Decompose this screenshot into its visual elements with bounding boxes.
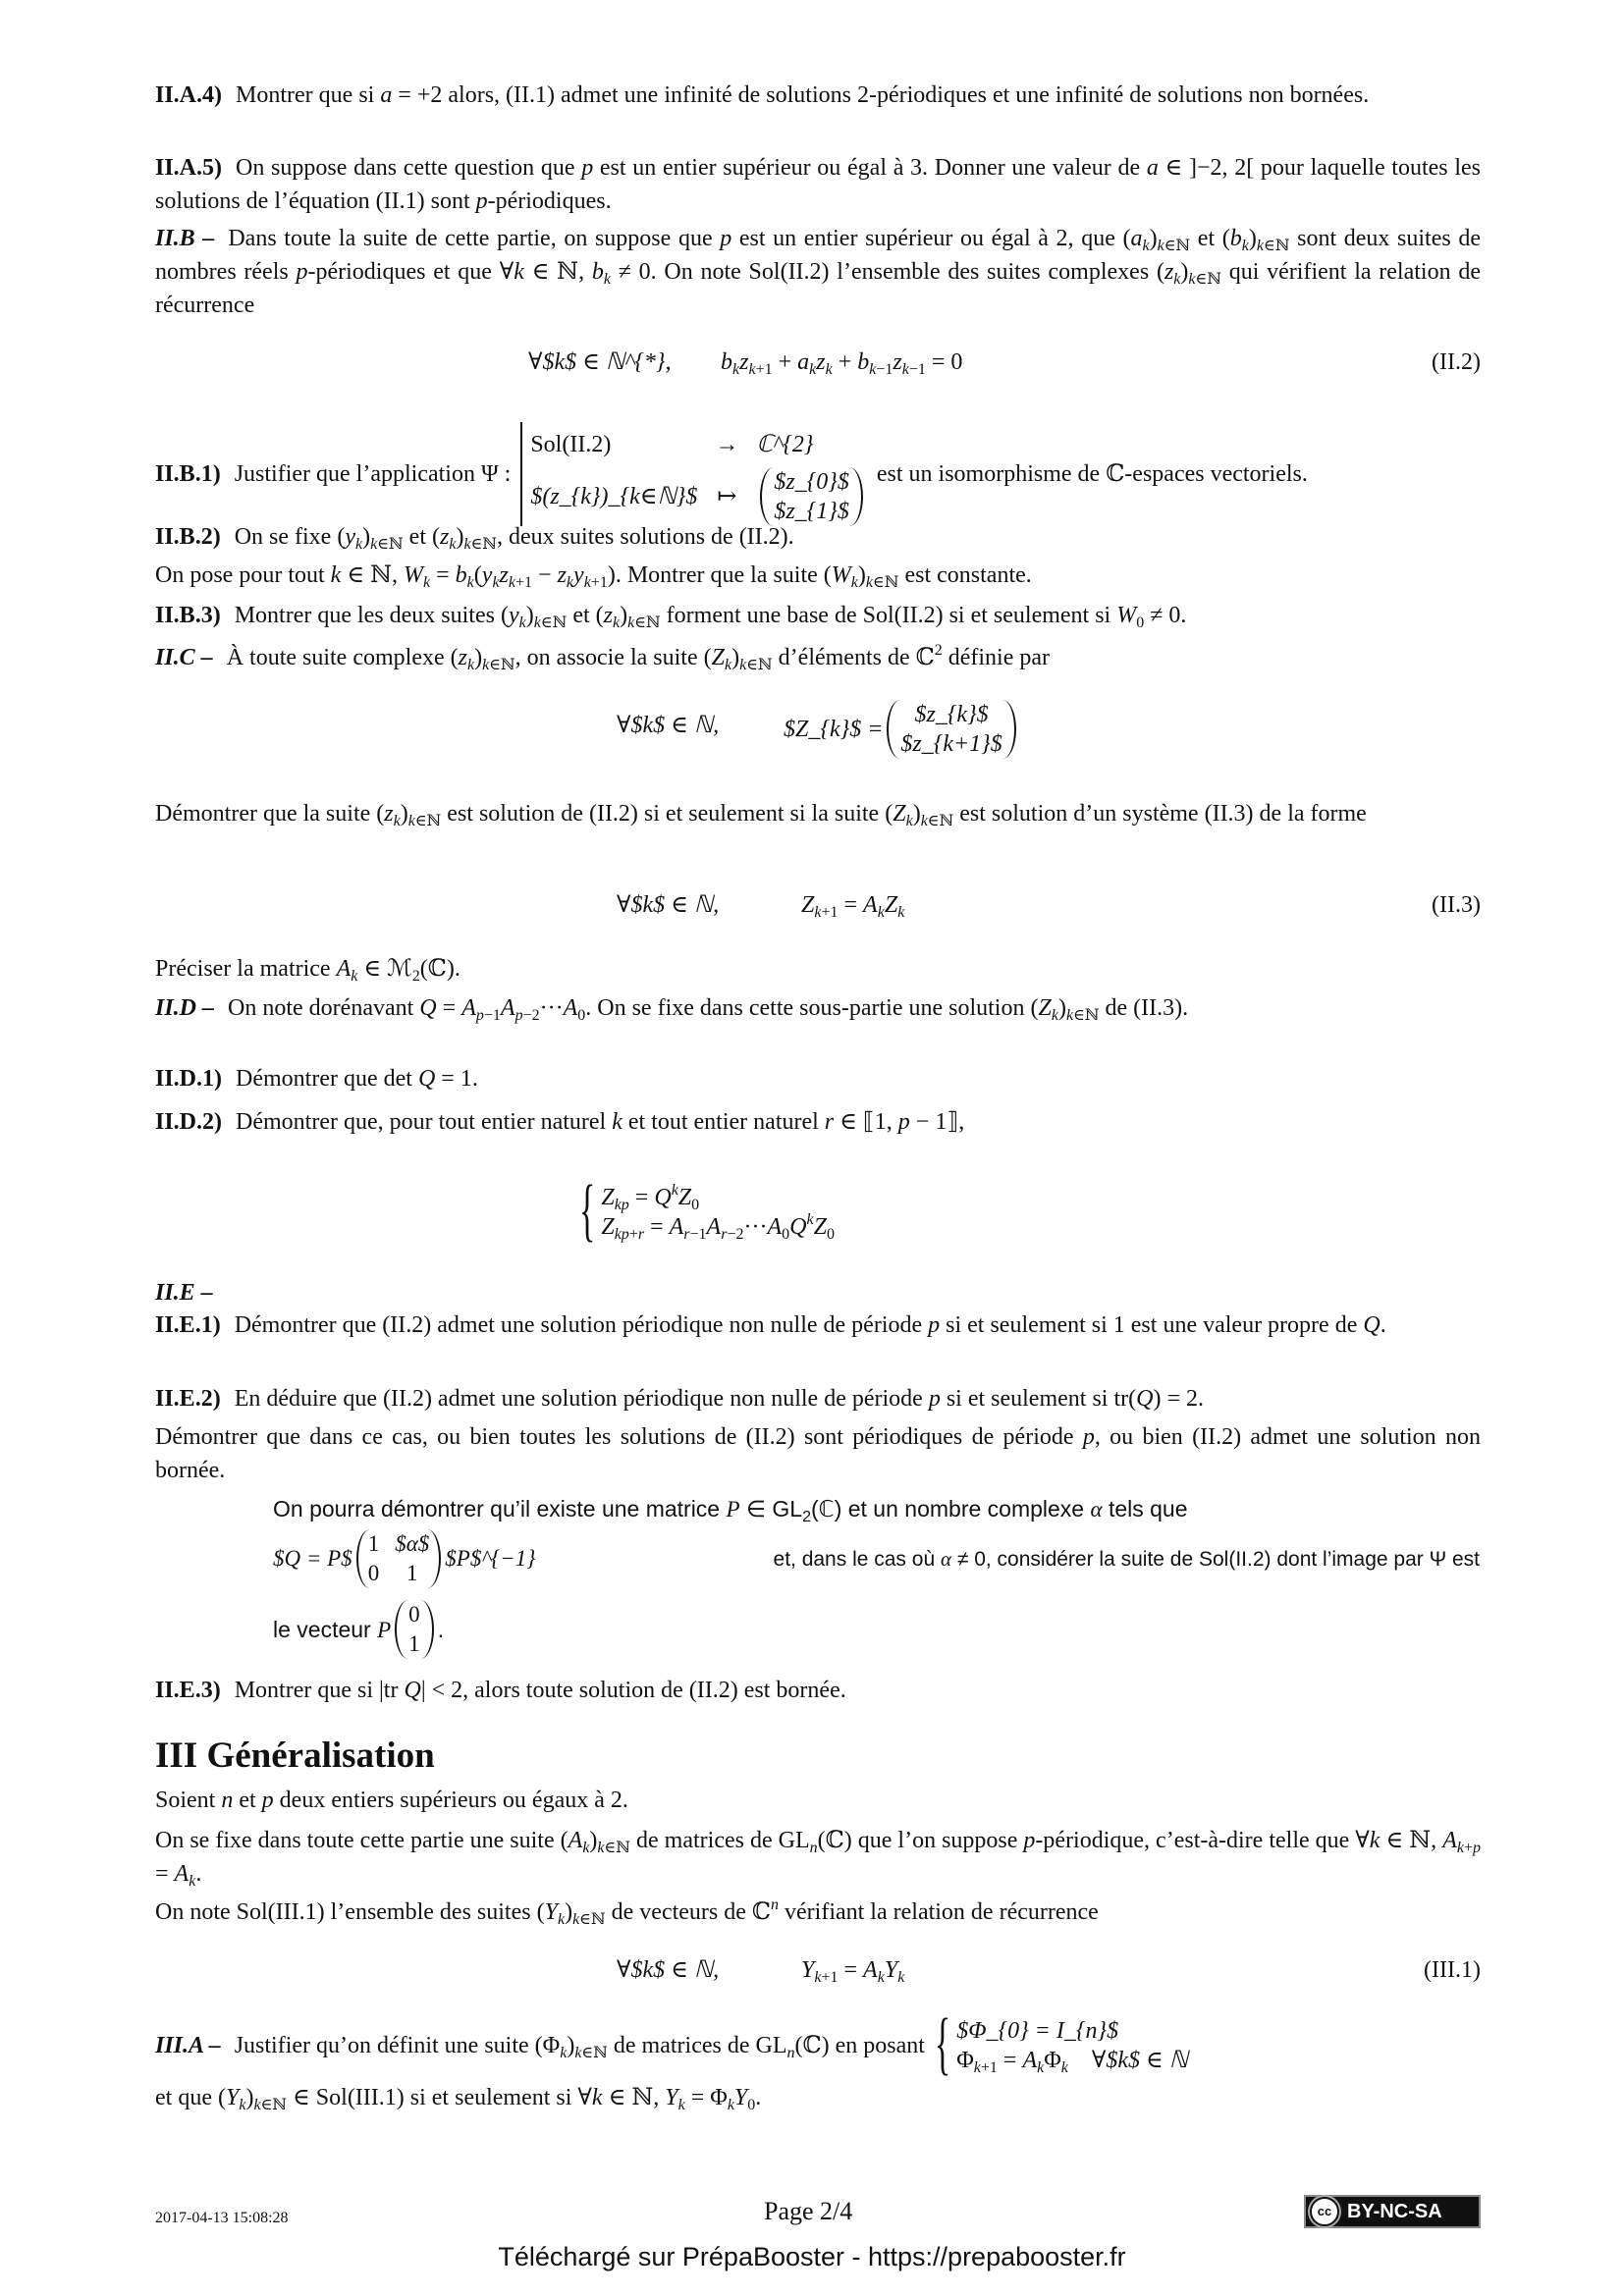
question-text: Démontrer que det Q = 1. [236,1066,478,1092]
question-text: En déduire que (II.2) admet une solution périodique non nulle de période p si et seulement si tr(Q) = 2. [234,1386,1204,1412]
question-text: Montrer que si |tr Q| < 2, alors toute solution de (II.2) est bornée. [234,1678,846,1703]
question-II-D-2 [155,1105,1481,1139]
section-II-E [155,1276,1481,1309]
question-text: Démontrer que, pour tout entier naturel k et tout entier naturel r ∈ ⟦1, p − 1⟧, [236,1109,965,1135]
question-text: Montrer que les deux suites $(y_k)_{k\in ℕ}$ et $(z_k)_{k\in ℕ}$ forment une base de Sol(II.2) si et seulement si $W_0 \ne 0$. [234,603,1187,631]
question-label: II.D.1) [155,1066,223,1092]
paragraph-text: On se fixe dans toute cette partie une suite $(A_k)_{k\in ℕ}$ de matrices de $GL_n(ℂ)$ que l’on suppose p-périodique, c’est-à-dire telle que ∀k ∈ ℕ, $A_{k+p} = A_k$. [155,1828,1482,1890]
hint-p-inverse: $P$^{−1} [445,1546,536,1571]
section-label: II.E – [155,1280,213,1306]
section-label: II.C – [155,645,213,670]
paragraph-demontrer [155,797,1481,830]
vector [760,467,863,526]
system-row: $Z_{kp} = Q^kZ_0$ [601,1182,700,1213]
question-text: On suppose dans cette question que p est un entier supérieur ou égal à 3. Donner une valeur de a ∈ ]−2, 2[ pour laquelle toutes les solutions de l’équation (II.1) sont p-périodiques. [155,155,1481,214]
equation-II-2 [155,346,1481,385]
paragraph-text: Soient n et p deux entiers supérieurs ou égaux à 2. [155,1788,628,1813]
matrix-entry: 1 [367,1531,380,1556]
equation-lhs: $Z_{k}$ = [784,717,884,742]
hint-q: $Q = P$ [273,1546,352,1571]
map-element: $(z_{k})_{k∈ℕ}$ [530,484,698,509]
question-text: Justifier que l’application Ψ : [234,461,512,487]
section-II-C [155,641,1481,674]
hint-formula [273,1529,535,1588]
question-label: II.E.3) [155,1678,221,1703]
question-text-after: est un isomorphisme de ℂ-espaces vectoriels. [876,461,1308,487]
hint-line-3 [273,1598,1480,1661]
question-II-A-4 [155,79,1481,112]
cc-icon: cc [1310,2197,1339,2226]
paragraph-text: On pose pour tout k ∈ ℕ, $W_k = b_k(y_kz_{k+1} - z_ky_{k+1})$. Montrer que la suite $(W_k)_{k\in ℕ}$ est constante. [155,562,1032,591]
question-label: II.B.2) [155,524,221,550]
hint-text: On pourra démontrer qu’il existe une matrice P ∈ $GL_2(ℂ)$ et un nombre complexe α tels que [273,1496,1188,1525]
mapsto-arrow: ↦ [717,484,737,509]
vector-entry: $z_{0}$ [774,469,849,495]
map-domain: Sol(II.2) [530,432,612,457]
equation-body: $Y_{k+1} = A_kY_k$ [801,1957,905,1986]
section-II-B [155,222,1481,322]
system-row: $Φ_{0} = I_{n}$ [956,2018,1119,2044]
matrix-entry: 0 [367,1561,380,1585]
question-II-B-1 [155,422,1481,526]
footer-timestamp: 2017-04-13 15:08:28 [155,2210,289,2226]
equation-quantifier: ∀$k$ ∈ ℕ, [617,892,720,918]
equation-body: $b_kz_{k+1} + a_kz_k + b_{k-1}z_{k-1} = 0$ [721,349,963,378]
equation-body: $Z_{k+1} = A_kZ_k$ [801,892,905,921]
download-link[interactable]: Téléchargé sur PrépaBooster - https://prepabooster.fr [498,2242,1126,2271]
vector-entry: 1 [408,1631,420,1656]
license-badge [1304,2195,1481,2228]
question-II-E-1 [155,1308,1481,1342]
map-arrow: → [715,432,739,457]
paragraph-e2b [155,1420,1481,1487]
question-text: Montrer que si a = +2 alors, (II.1) admet une infinité de solutions 2-périodiques et une infinité de solutions non bornées. [236,82,1370,108]
section-III-A [155,2006,1481,2083]
paragraph-pose [155,559,1481,592]
matrix-entry: 1 [406,1561,418,1585]
brace-icon: { [934,2006,951,2083]
equation-quantifier: ∀$k$ ∈ ℕ, [617,713,720,738]
paragraph-fixe [155,1824,1481,1891]
paragraph-soient [155,1784,1481,1817]
system [579,1173,835,1250]
section-II-D [155,991,1481,1025]
matrix-entry: $α$ [395,1531,430,1556]
vector-entry: $z_{k}$ [914,702,989,727]
paragraph-text: Démontrer que dans ce cas, ou bien toutes les solutions de (II.2) sont périodiques de période p, ou bien (II.2) admet une solution non bornée. [155,1424,1481,1483]
system-II-D-2 [155,1173,1481,1250]
paragraph-text: Démontrer que la suite $(z_k)_{k\in ℕ}$ est solution de (II.2) si et seulement si la suite $(Z_k)_{k\in ℕ}$ est solution d’un système (II.3) de la forme [155,801,1367,829]
section-label: II.B – [155,226,215,251]
matrix [356,1529,442,1588]
equation-tag: (II.3) [1432,892,1481,918]
hint-line-1 [273,1492,1480,1526]
question-label: II.A.4) [155,82,223,108]
system-quantifier: ∀$k$ ∈ ℕ [1091,2048,1189,2073]
section-text: À toute suite complexe $(z_k)_{k\in ℕ}$, on associe la suite $(Z_k)_{k\in ℕ}$ d’éléments de ℂ$^2$ définie par [226,642,1050,673]
vector-entry: $z_{1}$ [774,499,849,524]
section-text: On note dorénavant $Q = A_{p-1}A_{p-2}\cdot\cdot\cdot A_0$. On se fixe dans cette sous-partie une solution $(Z_k)_{k\in ℕ}$ de (II.3). [228,995,1189,1024]
license-text: BY-NC-SA [1347,2201,1442,2222]
vector [395,1600,434,1659]
footer-page-number: Page 2/4 [764,2197,853,2225]
question-II-E-2 [155,1382,1481,1415]
vector-entry: $z_{k+1}$ [900,731,1002,757]
system-row: $Z_{kp+r} = A_{r-1}A_{r-2}\cdot\cdot\cdot A_0Q^kZ_0$ [601,1211,835,1243]
question-label: II.E.1) [155,1312,221,1338]
brace-icon: { [579,1173,596,1250]
section-label: III.A – [155,2033,221,2058]
vector [887,700,1015,759]
paragraph-text: Préciser la matrice $A_k$ ∈ ℳ$_2$(ℂ). [155,956,460,985]
psi-mapping [520,422,867,526]
question-text: Démontrer que (II.2) admet une solution périodique non nulle de période p si et seulement si 1 est une valeur propre de Q. [234,1312,1386,1338]
hint-text: le vecteur P [273,1616,392,1642]
question-II-B-2 [155,520,1481,554]
paragraph-text: et que $(Y_k)_{k\in ℕ}$ ∈ Sol(III.1) si et seulement si ∀k ∈ ℕ, $Y_k = \Phi_kY_0$. [155,2085,762,2113]
question-text: On se fixe $(y_k)_{k\in ℕ}$ et $(z_k)_{k\in ℕ}$, deux suites solutions de (II.2). [234,524,794,553]
paragraph-note [155,1896,1481,1929]
equation-III-1 [155,1953,1481,1993]
equation-tag: (III.1) [1424,1957,1481,1983]
hint-line-2 [273,1527,1480,1590]
map-codomain: ℂ^{2} [756,432,814,457]
question-label: II.A.5) [155,155,223,181]
section-label: II.D – [155,995,215,1021]
section-heading-III: III Généralisation [155,1735,435,1776]
hint-end: . [437,1617,445,1642]
paragraph-preciser [155,952,1481,986]
equation-quantifier: ∀$k$ ∈ ℕ^{*}, [528,349,672,375]
equation-quantifier: ∀$k$ ∈ ℕ, [617,1957,720,1983]
question-label: II.B.1) [155,461,221,487]
question-II-A-5 [155,151,1481,218]
question-label: II.B.3) [155,603,221,628]
vector-entry: 0 [408,1602,420,1627]
question-II-B-3 [155,599,1481,632]
equation-body [784,695,1020,764]
section-text: Dans toute la suite de cette partie, on suppose que p est un entier supérieur ou égal à 2, que $(a_k)_{k\in ℕ}$ et $(b_k)_{k\in ℕ}$ sont deux suites de nombres réels p-périodiques et que ∀k ∈ ℕ, $b_k \ne 0$. On note Sol(II.2) l’ensemble des suites complexes $(z_k)_{k\in ℕ}$ qui vérifient la relation de récurrence [155,226,1482,318]
question-label: II.D.2) [155,1109,223,1135]
equation-tag: (II.2) [1432,349,1481,375]
question-label: II.E.2) [155,1386,221,1412]
equation-II-3 [155,888,1481,928]
paragraph-text: On note Sol(III.1) l’ensemble des suites $(Y_k)_{k\in ℕ}$ de vecteurs de ℂ$^n$ vérifiant la relation de récurrence [155,1896,1099,1928]
hint-text: et, dans le cas où α ≠ 0, considérer la suite de Sol(II.2) dont l’image par Ψ est [773,1546,1480,1571]
system [934,2006,1189,2083]
question-II-E-3 [155,1674,1481,1707]
system-row: $\Phi_{k+1} = A_k\Phi_k$ [956,2048,1068,2076]
question-II-D-1 [155,1062,1481,1095]
equation-Zk [155,695,1481,764]
paragraph-etque [155,2081,1481,2114]
section-text: Justifier qu’on définit une suite $(\Phi_k)_{k\in ℕ}$ de matrices de $GL_n(ℂ)$ en posant [234,2033,925,2061]
